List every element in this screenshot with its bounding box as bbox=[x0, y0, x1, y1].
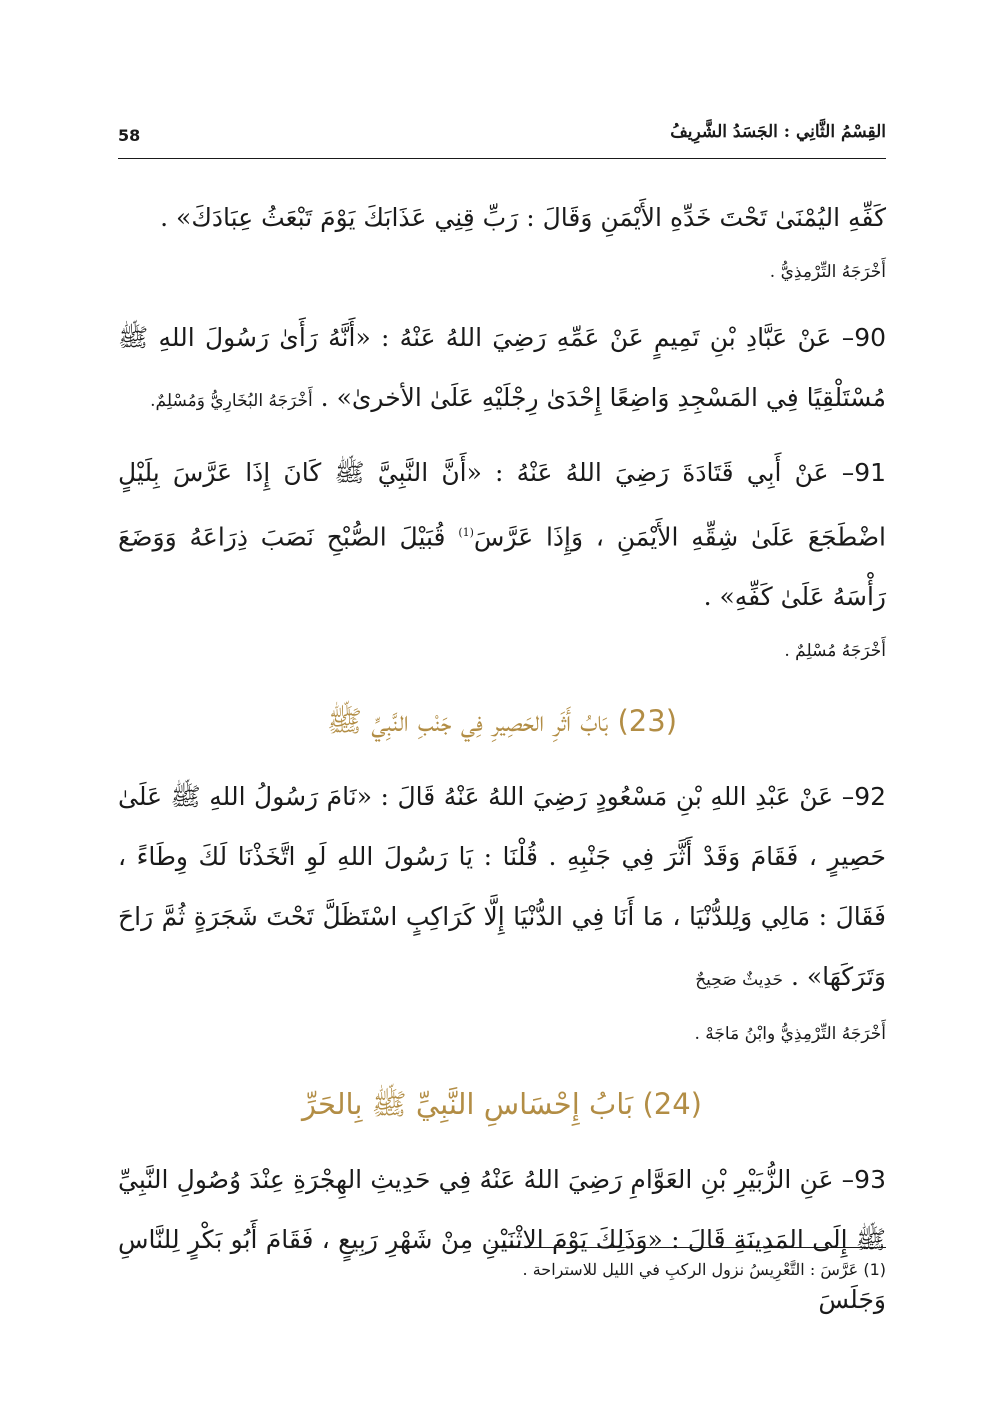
hadith-number: 90– bbox=[841, 323, 886, 352]
chapter-heading-24 bbox=[118, 1076, 886, 1132]
hadith-source: أَخْرَجَهُ التِّرْمِذِيُّ . bbox=[769, 262, 886, 282]
hadith-body: عَنِ الزُّبَيْرِ بْنِ العَوَّامِ رَضِيَ اللهُ عَنْهُ فِي حَدِيثِ الهِجْرَةِ عِنْدَ وُصُولِ النَّبِيِّ ﷺ إِلَى المَدِينَةِ قَالَ : «وَذَلِكَ يَوْمَ الاثْنَيْنِ مِنْ شَهْرِ رَبِيعٍ ، فَقَامَ أَبُو بَكْرٍ لِلنَّاسِ وَجَلَسَ bbox=[118, 1165, 886, 1315]
hadith-grading: حَدِيثٌ صَحِيحٌ bbox=[695, 970, 783, 991]
hadith-text bbox=[118, 767, 886, 1010]
running-title: القِسْمُ الثَّانِي : الجَسَدُ الشَّرِيفُ bbox=[670, 122, 886, 142]
hadith-source: أَخْرَجَهُ البُخَارِيُّ وَمُسْلِمٌ. bbox=[150, 391, 313, 411]
hadith-number: 91– bbox=[841, 458, 887, 487]
footnote-reference[interactable]: (1) bbox=[458, 526, 474, 539]
chapter-heading-23 bbox=[118, 693, 886, 749]
hadith-number: 92– bbox=[841, 782, 886, 812]
chapter-title: بَابُ إِحْسَاسِ النَّبِيِّ ﷺ بِالحَرِّ bbox=[301, 1087, 634, 1122]
hadith-body: عَنْ عَبْدِ اللهِ بْنِ مَسْعُودٍ رَضِيَ اللهُ عَنْهُ قَالَ : «نَامَ رَسُولُ اللهِ ﷺ عَلَىٰ حَصِيرٍ ، فَقَامَ وَقَدْ أَثَّرَ فِي جَنْبِهِ . قُلْنَا : يَا رَسُولَ اللهِ لَوِ اتَّخَذْنَا لَكَ وِطَاءً ، فَقَالَ : مَالِي وَلِلدُّنْيَا ، مَا أَنَا فِي الدُّنْيَا إِلَّا كَرَاكِبٍ اسْتَظَلَّ تَحْتَ شَجَرَةٍ ثُمَّ رَاحَ وَتَرَكَهَا» . bbox=[118, 782, 886, 992]
page-header bbox=[118, 118, 886, 159]
chapter-number: (24) bbox=[642, 1087, 702, 1122]
chapter-number: (23) bbox=[617, 704, 678, 739]
hadith-number: 93– bbox=[841, 1165, 886, 1195]
hadith-body-cont: قُبَيْلَ الصُّبْحِ نَصَبَ ذِرَاعَهُ وَوَضَعَ رَأْسَهُ عَلَىٰ كَفِّهِ» . bbox=[118, 522, 886, 612]
hadith-text bbox=[118, 443, 886, 627]
hadith-text bbox=[118, 308, 886, 431]
continued-text: كَفِّهِ اليُمْنَىٰ تَحْتَ خَدِّهِ الأَيْمَنِ وَقَالَ : رَبِّ قِنِي عَذَابَكَ يَوْمَ تَبْعَثُ عِبَادَكَ» . bbox=[160, 203, 886, 232]
footnote-divider bbox=[491, 1247, 886, 1248]
hadith-text bbox=[118, 1150, 886, 1330]
hadith-92 bbox=[118, 767, 886, 1058]
footnote-1 bbox=[118, 1260, 886, 1279]
footnote-number: (1) bbox=[863, 1260, 886, 1279]
hadith-93 bbox=[118, 1150, 886, 1330]
hadith-source: أَخْرَجَهُ مُسْلِمٌ . bbox=[784, 641, 886, 662]
hadith-91 bbox=[118, 443, 886, 675]
hadith-body: عَنْ عَبَّادِ بْنِ تَمِيمٍ عَنْ عَمِّهِ رَضِيَ اللهُ عَنْهُ : «أَنَّهُ رَأَىٰ رَسُولَ اللهِ ﷺ مُسْتَلْقِيًا فِي المَسْجِدِ وَاضِعًا إِحْدَىٰ رِجْلَيْهِ عَلَىٰ الأخرىٰ» . bbox=[118, 323, 886, 412]
page-body bbox=[118, 188, 886, 1330]
hadith-source: أَخْرَجَهُ التِّرْمِذِيُّ وابْنُ مَاجَهْ . bbox=[694, 1024, 886, 1045]
chapter-title: بَابُ أَثَرِ الحَصِيرِ فِي جَنْبِ النَّبِيِّ ﷺ bbox=[326, 704, 609, 739]
hadith-90 bbox=[118, 308, 886, 431]
hadith-body: عَنْ أَبِي قَتَادَةَ رَضِيَ اللهُ عَنْهُ : «أَنَّ النَّبِيَّ ﷺ كَانَ إِذَا عَرَّسَ بِلَيْلٍ اضْطَجَعَ عَلَىٰ شِقِّهِ الأَيْمَنِ ، وَإِذَا عَرَّسَ bbox=[118, 458, 887, 552]
footnote-text: عَرَّسَ : التَّعْرِيسُ نزول الركبِ في الليل للاستراحة . bbox=[522, 1260, 859, 1279]
page-number: 58 bbox=[118, 126, 141, 145]
footnotes bbox=[118, 1247, 886, 1279]
